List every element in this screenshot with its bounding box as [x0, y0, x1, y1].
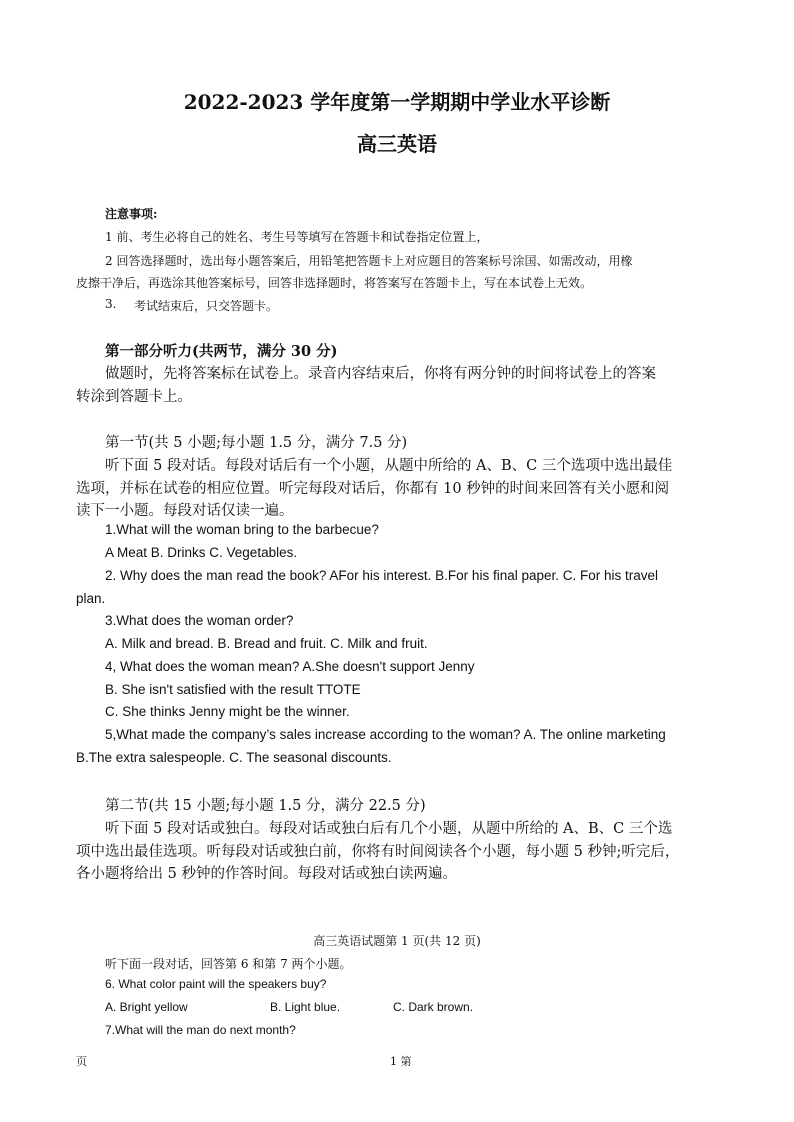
section2-intro-line-2: 项中选出最佳选项。听每段对话或独白前，你将有时间阅读各个小题，每小题 5 秒钟;听完后， — [76, 844, 680, 860]
section2-intro-line-3: 各小题将给出 5 秒钟的作答时间。每段对话或独白读两遍。 — [76, 866, 457, 882]
question-6-option-c: C. Dark brown. — [393, 1000, 474, 1014]
section1-intro-line-1: 听下面 5 段对话。每段对话后有一个小题，从题中所给的 A、B、C 三个选项中选出最佳 — [105, 458, 673, 474]
notice-heading: 注意事项: — [105, 207, 158, 221]
question-3: 3.What does the woman order? — [105, 613, 294, 628]
question-1: 1.What will the woman bring to the barbecue? — [105, 522, 379, 537]
question-7: 7.What will the man do next month? — [105, 1023, 296, 1037]
notice-item-2-line-1: 2 回答选择题时，选出每小题答案后，用铅笔把答题卡上对应题目的答案标号涂国、如需改动，用橡 — [105, 254, 633, 268]
section1-heading: 第一节(共 5 小题;每小题 1.5 分，满分 7.5 分) — [105, 435, 408, 451]
question-2-continued: plan. — [76, 591, 106, 606]
section1-intro-line-2: 选项，并标在试卷的相应位置。听完每段对话后，你都有 10 秒钟的时间来回答有关小愿和阅 — [76, 481, 670, 497]
question-3-options: A. Milk and bread. B. Bread and fruit. C. Milk and fruit. — [105, 636, 428, 651]
notice-item-3-number: 3. — [105, 297, 117, 311]
part1-heading: 第一部分听力(共两节，满分 30 分) — [105, 343, 338, 360]
notice-item-1: 1 前、考生必将自己的姓名、考生号等填写在答题卡和试卷指定位置上， — [105, 230, 489, 244]
question-4-option-b: B. She isn't satisfied with the result TTOTE — [105, 682, 361, 697]
question-4-option-c: C. She thinks Jenny might be the winner. — [105, 704, 350, 719]
footer-left: 页 — [76, 1055, 87, 1068]
part1-intro-line-1: 做题时，先将答案标在试卷上。录音内容结束后，你将有两分钟的时间将试卷上的答案 — [105, 366, 656, 382]
page-subtitle: 高三英语 — [357, 132, 437, 156]
question-1-options: A Meat B. Drinks C. Vegetables. — [105, 545, 298, 560]
page-title: 2022-2023 学年度第一学期期中学业水平诊断 — [183, 90, 611, 114]
section2-intro-line-1: 听下面 5 段对话或独白。每段对话或独白后有几个小题，从题中所给的 A、B、C 三个选 — [105, 821, 673, 837]
section1-intro-line-3: 读下一小题。每段对话仅读一遍。 — [76, 503, 294, 519]
question-2: 2. Why does the man read the book? AFor his interest. B.For his final paper. C. For his travel — [105, 568, 659, 583]
question-5-continued: B.The extra salespeople. C. The seasonal discounts. — [76, 750, 392, 765]
question-4: 4, What does the woman mean? A.She doesn't support Jenny — [105, 659, 475, 674]
part1-intro-line-2: 转涂到答题卡上。 — [76, 389, 192, 405]
question-6-option-a: A. Bright yellow — [105, 1000, 188, 1014]
question-6-option-b: B. Light blue. — [270, 1000, 341, 1014]
notice-item-3-text: 考试结束后，只交答题卡。 — [134, 299, 279, 313]
notice-item-2-line-2: 皮擦干净后，再选涂其他答案标号，回答非选择题时，将答案写在答题卡上，写在本试卷上无效。 — [76, 276, 593, 290]
page-number-note: 高三英语试题第 1 页(共 12 页) — [313, 934, 481, 948]
question-5: 5,What made the company’s sales increase according to the woman? A. The online marketing — [105, 727, 666, 742]
section2-heading: 第二节(共 15 小题;每小题 1.5 分，满分 22.5 分) — [105, 798, 426, 814]
question-6: 6. What color paint will the speakers buy? — [105, 977, 327, 991]
footer-center: 1 第 — [390, 1055, 412, 1068]
dialogue-instruction: 听下面一段对话，回答第 6 和第 7 两个小题。 — [105, 957, 352, 971]
